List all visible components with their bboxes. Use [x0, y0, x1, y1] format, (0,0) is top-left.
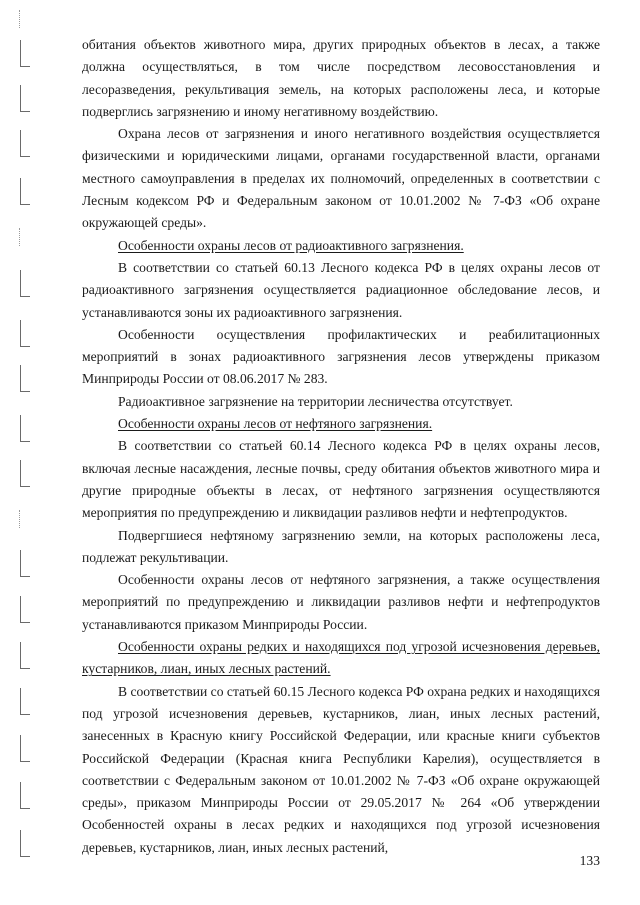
binding-mark	[20, 688, 30, 715]
binding-mark	[20, 320, 30, 347]
paragraph: В соответствии со статьей 60.14 Лесного кодекса РФ в целях охраны лесов, включая лесные насаждения, лесные почвы, среду обитания объектов животного мира и другие природные объекты в лесах, от нефтяного загрязнения осуществляются мероприятия по предупреждению и ликвидации разливов нефти и нефтепродуктов.	[82, 438, 600, 521]
binding-mark	[20, 642, 30, 669]
section-heading: Особенности охраны лесов от радиоактивного загрязнения.	[118, 237, 464, 253]
binding-mark	[20, 415, 30, 442]
paragraph: Особенности охраны лесов от нефтяного загрязнения, а также осуществления мероприятий по предупреждению и ликвидации разливов нефти и нефтепродуктов устанавливаются приказом Минприроды России.	[82, 572, 600, 632]
binding-mark	[20, 85, 30, 112]
paragraph: обитания объектов животного мира, других природных объектов в лесах, а также должна осуществляться, в том числе посредством лесовосстановления и лесоразведения, рекультивация земель, на которых расположены леса, и которые подверглись загрязнению и иному негативному воздействию.	[82, 37, 600, 119]
binding-dots	[19, 228, 22, 246]
paragraph: В соответствии со статьей 60.15 Лесного кодекса РФ охрана редких и находящихся под угрозой исчезновения деревьев, кустарников, лиан, иных лесных растений, занесенных в Красную книгу Российской Федерации, или красные книги субъектов Российской Федерации (Красная книга Республики Карелия), осуществляется в соответствии с Федеральным законом от 10.01.2002 № 7-ФЗ «Об охране окружающей среды», приказом Минприроды России от 29.05.2017 № 264 «Об утверждении Особенностей охраны в лесах редких и находящихся под угрозой исчезновения деревьев, кустарников, лиан, иных лесных растений,	[82, 683, 600, 855]
binding-dots	[19, 510, 22, 528]
binding-mark	[20, 550, 30, 577]
section-heading: Особенности охраны редких и находящихся под угрозой исчезновения деревьев, кустарников, лиан, иных лесных растений.	[82, 639, 600, 677]
binding-mark	[20, 40, 30, 67]
binding-mark	[20, 178, 30, 205]
paragraph: Радиоактивное загрязнение на территории лесничества отсутствует.	[118, 393, 513, 409]
paragraph: Охрана лесов от загрязнения и иного негативного воздействия осуществляется физическими и юридическими лицами, органами государственной власти, органами местного самоуправления в пределах их полномочий, определенных в соответствии с Лесным кодексом РФ и Федеральным законом от 10.01.2002 № 7-ФЗ «Об охране окружающей среды».	[82, 126, 600, 231]
page-number: 133	[579, 853, 600, 868]
binding-mark	[20, 735, 30, 762]
binding-mark	[20, 365, 30, 392]
paragraph: В соответствии со статьей 60.13 Лесного кодекса РФ в целях охраны лесов от радиоактивного загрязнения осуществляется радиационное обследование лесов, и устанавливаются зоны их радиоактивного загрязнения.	[82, 259, 600, 320]
binding-mark	[20, 830, 30, 857]
binding-margin-marks	[0, 0, 40, 905]
paragraph: Подвергшиеся нефтяному загрязнению земли, на которых расположены леса, подлежат рекультивации.	[82, 527, 600, 565]
binding-mark	[20, 460, 30, 487]
binding-mark	[20, 270, 30, 297]
body-text	[82, 34, 600, 859]
binding-mark	[20, 130, 30, 157]
binding-dots	[19, 10, 22, 28]
section-heading: Особенности охраны лесов от нефтяного загрязнения.	[118, 416, 433, 432]
binding-mark	[20, 596, 30, 623]
binding-mark	[20, 782, 30, 809]
paragraph: Особенности осуществления профилактических и реабилитационных мероприятий в зонах радиоактивного загрязнения лесов утверждены приказом Минприроды России от 08.06.2017 № 283.	[82, 326, 600, 387]
